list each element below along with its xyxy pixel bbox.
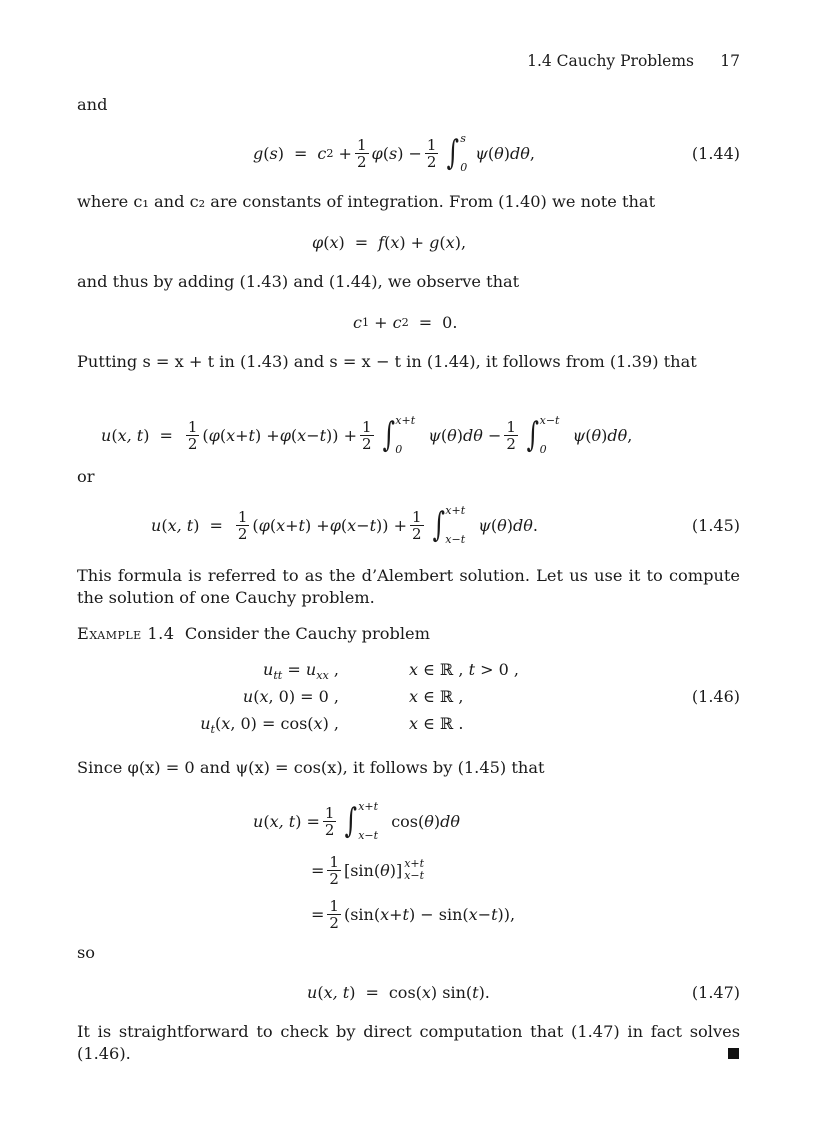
equation-1-45 xyxy=(77,500,740,550)
paragraph-or: or xyxy=(77,467,95,486)
qed-square-icon xyxy=(728,1048,739,1059)
derivation-line-2 xyxy=(77,850,740,890)
derivation-line-1-body: u ( x, t ) = $\frac{1}{2}$ ∫ x+t x−t cos( θ ) dθ xyxy=(253,800,461,842)
pde-condition-3: x ∈ ℝ . xyxy=(409,714,464,733)
page-number: 17 xyxy=(720,52,740,70)
pde-condition-1: x ∈ ℝ , t > 0 , xyxy=(409,660,519,679)
derivation-line-2-body: = $\frac{1}{2}$ [sin( θ )] x+t x−t xyxy=(311,852,425,888)
equation-u-expanded-body: u ( x, t ) = $\frac{1}{2}$ ( φ ( x + t ) + φ ( x − t )) + $\frac{1}{2}$ ∫ x+t 0 ψ ( θ ) dθ − $\frac{1}{2}$ ∫ x−t 0 ψ ( θ ) dθ , xyxy=(101,414,633,456)
example-heading xyxy=(77,623,740,645)
pde-condition-2: x ∈ ℝ , xyxy=(409,687,464,706)
equation-1-46 xyxy=(77,660,740,740)
example-label: Example 1.4 xyxy=(77,624,175,643)
paragraph-so: so xyxy=(77,943,96,962)
paragraph-and: and xyxy=(77,95,108,114)
paragraph-conclusion: It is straightforward to check by direct computation that (1.47) in fact solves (1.46). xyxy=(77,1022,740,1063)
derivation-line-1 xyxy=(77,796,740,846)
derivation-line-3 xyxy=(77,894,740,934)
equation-1-44 xyxy=(77,130,740,176)
paragraph-where: where c₁ and c₂ are constants of integration. From (1.40) we note that xyxy=(77,192,656,211)
paragraph-formula: This formula is referred to as the d’Alembert solution. Let us use it to compute the solution of one Cauchy problem. xyxy=(77,566,740,607)
equation-number: (1.46) xyxy=(691,687,740,706)
equation-phi xyxy=(77,224,740,260)
equation-constants xyxy=(77,304,740,340)
paragraph-since: Since φ(x) = 0 and ψ(x) = cos(x), it follows by (1.45) that xyxy=(77,758,545,777)
paragraph-putting: Putting s = x + t in (1.43) and s = x − t in (1.44), it follows from (1.39) that xyxy=(77,352,697,371)
equation-1-45-body: u ( x, t ) = $\frac{1}{2}$ ( φ ( x + t ) + φ ( x − t )) + $\frac{1}{2}$ ∫ x+t x−t ψ ( θ ) dθ . xyxy=(151,504,538,546)
section-title: 1.4 Cauchy Problems xyxy=(527,52,694,70)
equation-phi-body: φ ( x ) = f ( x ) + g ( x ), xyxy=(312,232,467,252)
equation-number: (1.45) xyxy=(691,515,740,535)
equation-1-44-body: g ( s ) = c 2 + $\frac{1}{2}$ φ ( s ) − $\frac{1}{2}$ ∫ s 0 ψ ( θ ) dθ , xyxy=(253,132,535,174)
example-text: Consider the Cauchy problem xyxy=(184,624,430,643)
pde-row-2: u(x, 0) = 0 , xyxy=(242,687,339,706)
equation-1-47 xyxy=(77,974,740,1010)
equation-1-47-body: u ( x, t ) = cos( x ) sin( t ). xyxy=(307,982,490,1002)
equation-u-expanded xyxy=(77,410,740,460)
pde-row-1: $u_{tt} = u_{xx}$ , xyxy=(263,660,339,683)
equation-constants-body: c 1 + c 2 = 0. xyxy=(353,312,458,332)
running-header xyxy=(0,52,740,70)
equation-number: (1.44) xyxy=(691,143,740,163)
derivation-line-3-body: = $\frac{1}{2}$ (sin( x + t ) − sin( x − t )), xyxy=(311,896,516,932)
equation-number: (1.47) xyxy=(691,982,740,1002)
pde-row-3: $u_t(x$, 0) = cos(x) , xyxy=(200,714,339,737)
paragraph-thus: and thus by adding (1.43) and (1.44), we observe that xyxy=(77,272,520,291)
